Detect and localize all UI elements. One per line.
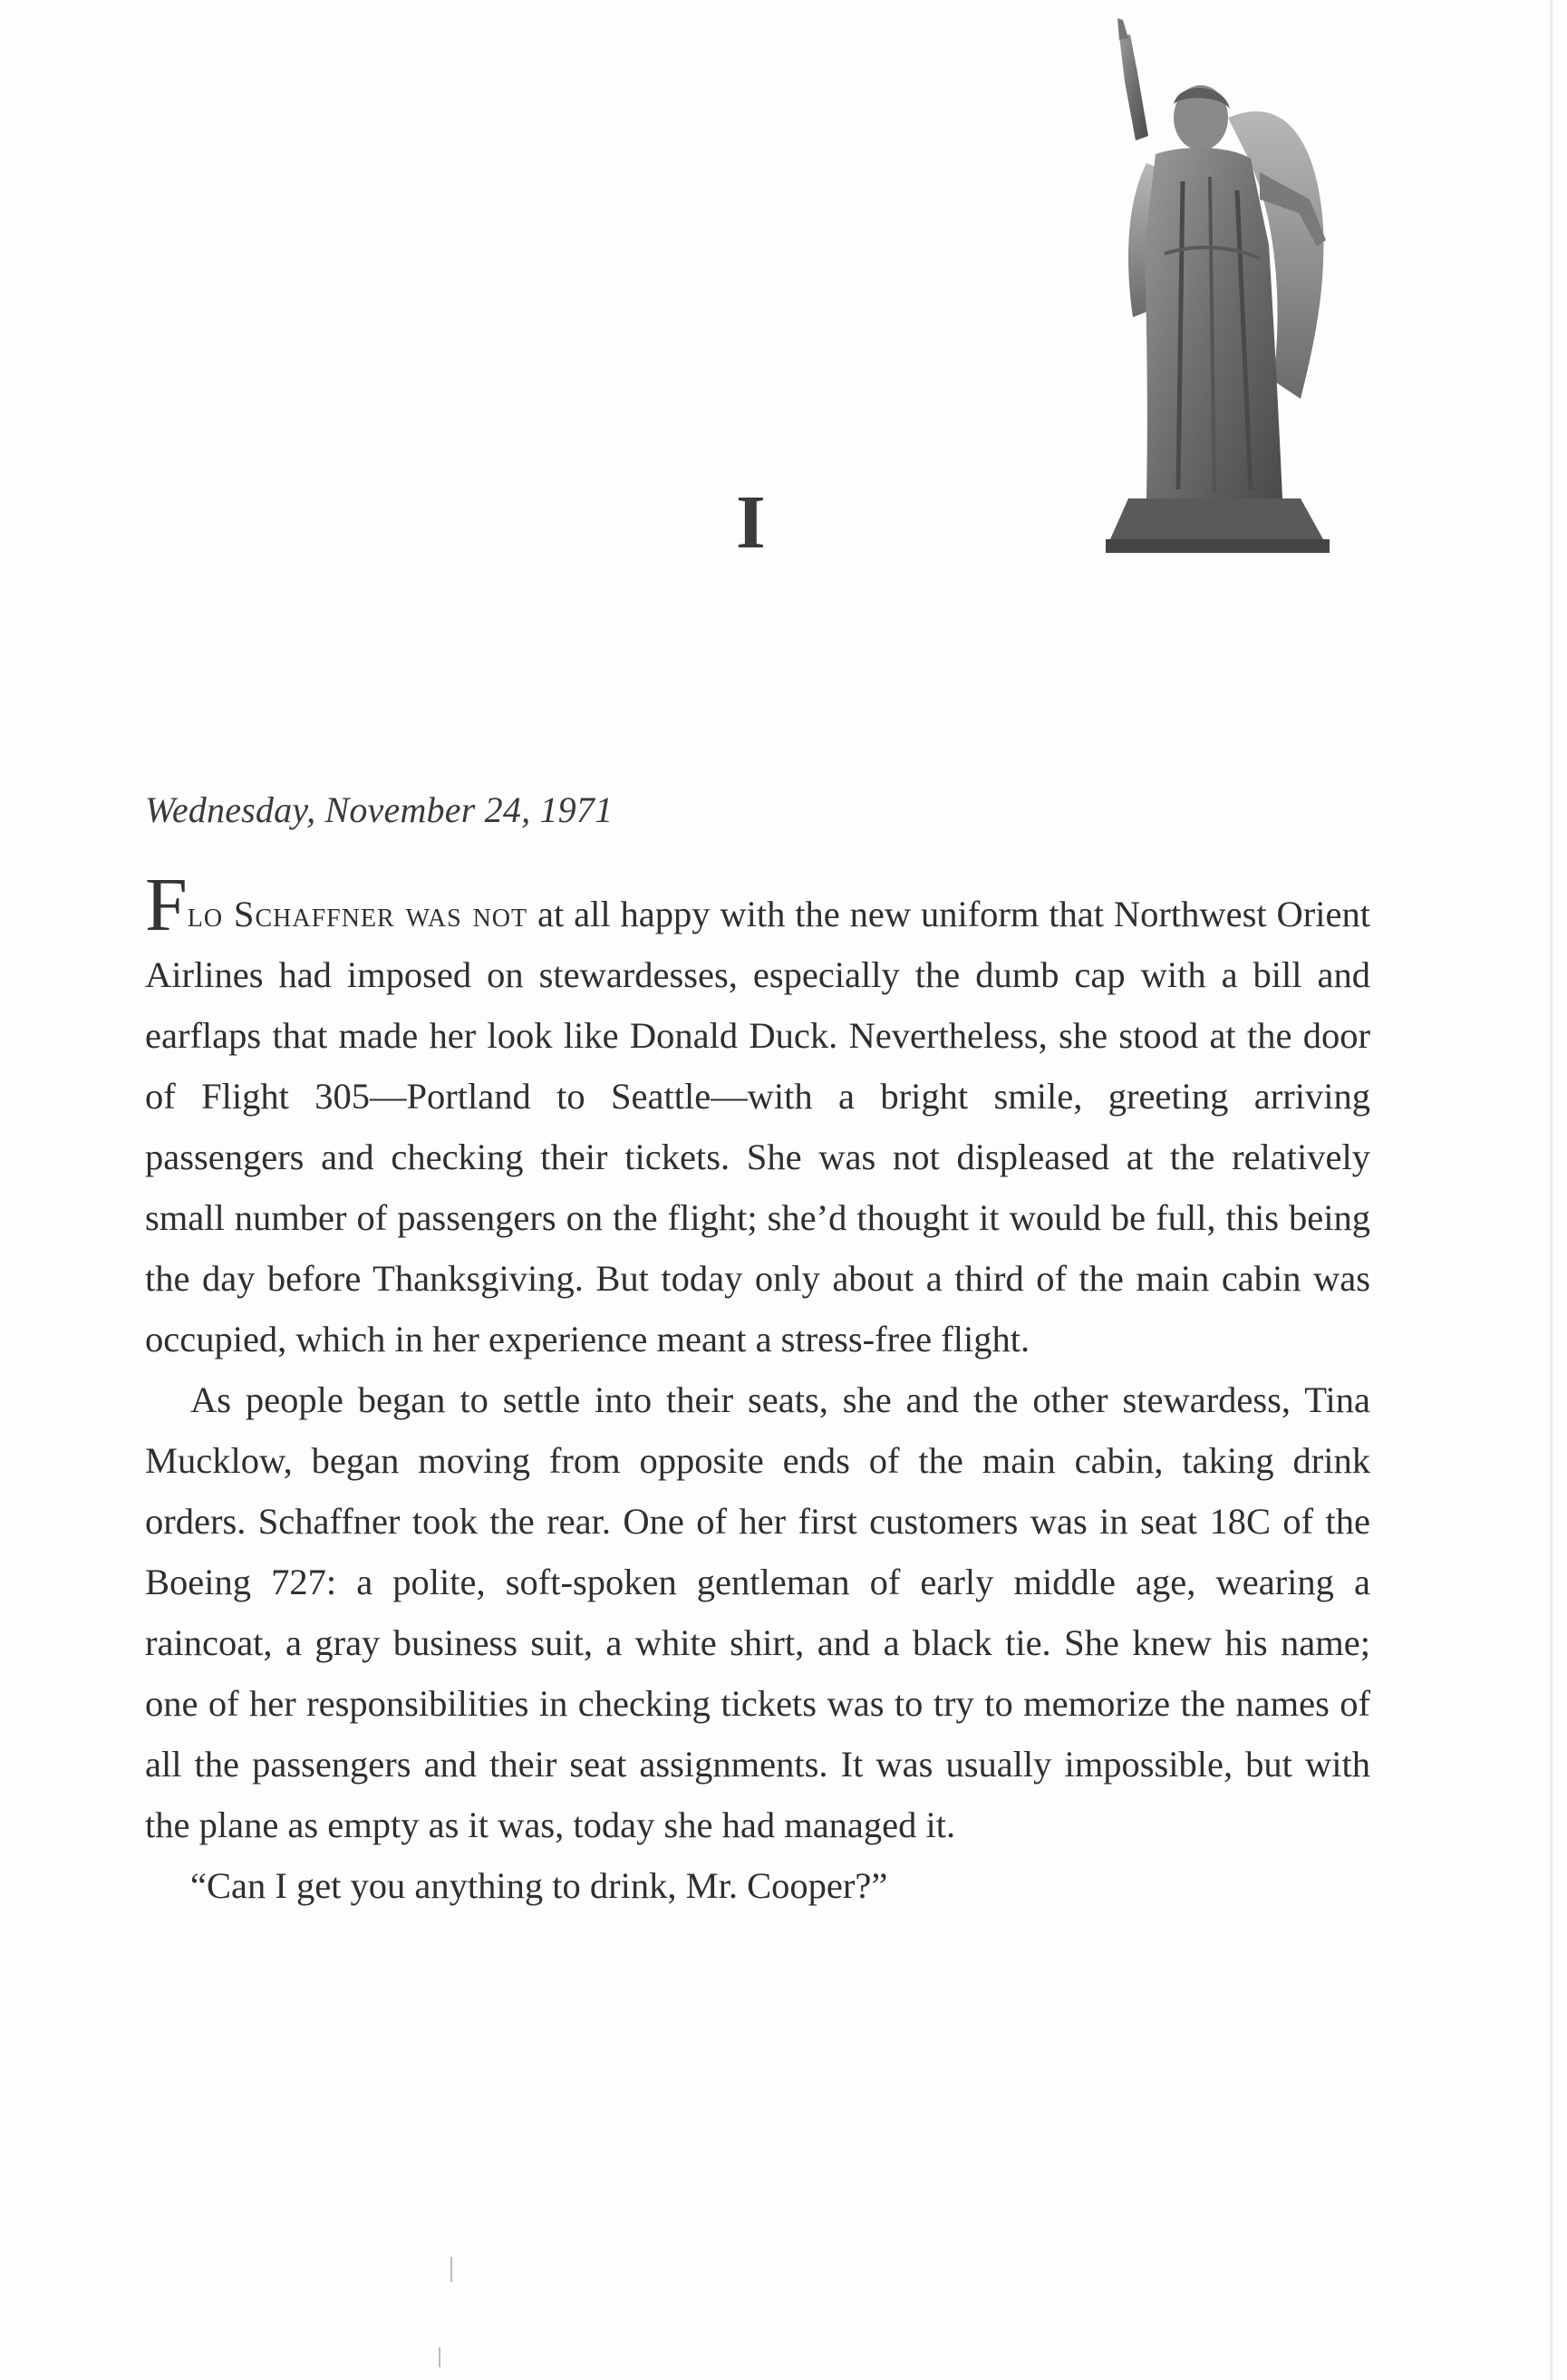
chapter-number: I [736, 480, 766, 565]
opening-text: at all happy with the new uniform that Northwest Orient Airlines had imposed on stewardesses, especially the dumb cap with a bill and earflaps that made her look like Donald Duck. Nevertheless, she stood at the door of Flight 305—Portland to Seattle—with a bright smile, greeting arriving passengers and checking their tickets. She was not displeased at the relatively small number of passengers on the flight; she’d thought it would be full, this being the day before Thanksgiving. But today only about a third of the main cabin was occupied, which in her experience meant a stress-free flight. [145, 894, 1370, 1359]
scan-speck [450, 2257, 452, 2282]
chapter-body [145, 863, 1370, 1916]
drop-cap: F [145, 863, 188, 947]
paragraph: “Can I get you anything to drink, Mr. Cooper?” [190, 1865, 888, 1906]
scan-speck [439, 2347, 440, 2367]
paragraph: As people began to settle into their seats, she and the other stewardess, Tina Mucklow, began moving from opposite ends of the main cabin, taking drink orders. Schaffner took the rear. One of her first customers was in seat 18C of the Boeing 727: a polite, soft-spoken gentleman of early middle age, wearing a raincoat, a gray business suit, a white shirt, and a black tie. She knew his name; one of her responsibilities in checking tickets was to try to memorize the names of all the passengers and their seat assignments. It was usually impossible, but with the plane as empty as it was, today she had managed it. [145, 1379, 1370, 1845]
scan-speck [1550, 0, 1552, 2380]
chapter-date: Wednesday, November 24, 1971 [145, 789, 614, 830]
opening-paragraph [145, 863, 1370, 1369]
angel-statue-icon [1092, 18, 1346, 571]
opening-small-caps: lo Schaffner was not [187, 894, 528, 934]
